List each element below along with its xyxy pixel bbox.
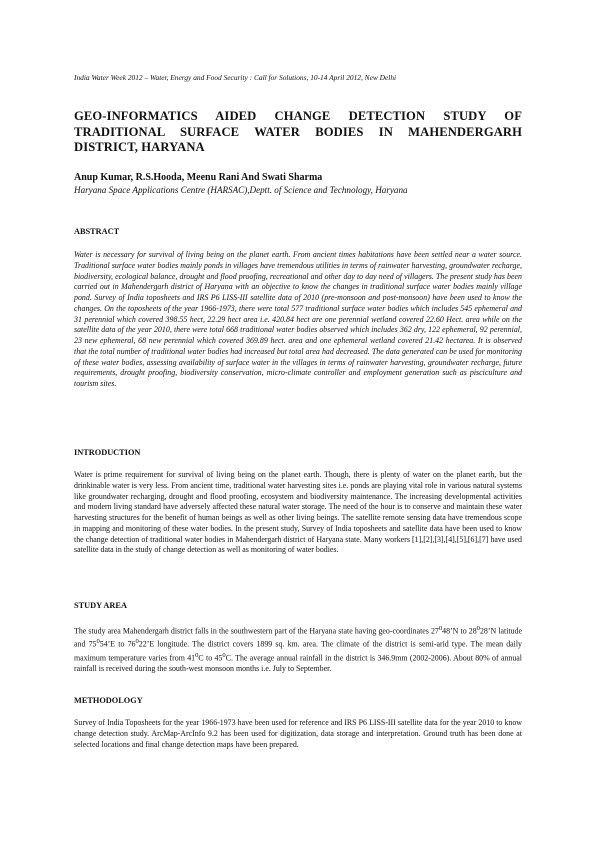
study-area-text-part: 22’E longitude. The district covers 1899 sq. km. area. The climate of the district is semi-arid type. The mean daily maximum temperature varies from 41 (74, 640, 522, 663)
degree-superscript: 0 (222, 651, 226, 659)
abstract-heading: ABSTRACT (74, 227, 120, 236)
introduction-text: Water is prime requirement for survival of living being on the planet earth. Though, there is plenty of water on the planet earth, but the drinkinable water is very less. From ancient time, traditional water harvesting sites i.e. ponds are playing vital role in various natural systems like groundwater recharging, drought and flood proofing, ecosystem and biodiversity maintenance. The increasing developmental activities and modern living standard have adversely affected these natural water storage. The need of the hour is to conserve and maintain these water harvesting structures for the benefit of human beings as well as other living beings. The satellite remote sensing data have tremendous scope in mapping and monitoring of these water bodies. In the present study, Survey of India toposheets and satellite data have been used to know the change detection of traditional water bodies in Mahendergarh district of Haryana state. Many workers [1],[2],[3],[4],[5],[6],[7] have used satellite data in the study of change detection as well as monitoring of water bodies. (74, 470, 522, 555)
degree-superscript: 0 (96, 638, 100, 646)
study-area-heading: STUDY AREA (74, 601, 127, 610)
degree-superscript: 0 (438, 625, 443, 632)
running-header: India Water Week 2012 – Water, Energy and Food Security : Call for Solutions, 10-14 April 2012, New Delhi (74, 73, 397, 82)
study-area-text-part: 48’N to 28 (442, 626, 477, 636)
paper-title: GEO-INFORMATICS AIDED CHANGE DETECTION STUDY OF TRADITIONAL SURFACE WATER BODIES IN MAHENDERGARH DISTRICT, HARYANA (74, 109, 522, 154)
study-area-text-part: 28’N latitude and 75 (74, 626, 522, 649)
degree-superscript: 0 (195, 651, 199, 659)
introduction-heading: INTRODUCTION (74, 448, 141, 457)
degree-superscript: 0 (476, 625, 480, 632)
methodology-heading: METHODOLOGY (74, 696, 143, 705)
study-area-text (74, 624, 522, 675)
methodology-text: Survey of India Toposheets for the year 1966-1973 have been used for reference and IRS P6 LISS-III satellite data for the year 2010 to know change detection study. ArcMap-ArcInfo 9.2 has been used for digitization, data storage and interpretation. Ground truth has been done at selected locations and final change detection maps have been prepared. (74, 718, 522, 749)
study-area-text-part: 54’E to 76 (99, 640, 136, 649)
degree-superscript: 0 (135, 638, 139, 646)
study-area-text-part: The study area Mahendergarh district falls in the southwestern part of the Haryana state having geo-coordinates 27 (74, 626, 439, 636)
study-area-text-part: C. The average annual rainfall in the district is 346.9mm (2002-2006). About 80% of annual rainfall is received during the south-west monsoon months i.e. July to September. (74, 653, 522, 674)
study-area-text-part: C to 45 (198, 653, 223, 663)
abstract-text: Water is necessary for survival of living being on the planet earth. From ancient times habitations have been settled near a water source. Traditional surface water bodies mainly ponds in villages have tremendous utilities in terms of rainwater harvesting, groundwater recharge, biodiversity, ecological balance, drought and flood proofing, recreational and other day to day need of villagers. The present study has been carried out in Mahendergarh district of Haryana with an objective to know the changes in traditional surface water bodies mainly village pond. Survey of India toposheets and IRS P6 LISS-III satellite data of 2010 (pre-monsoon and post-monsoon) have been used to know the changes. On the toposheets of the year 1966-1973, there were total 577 traditional surface water bodies which includes 545 ephemeral and 31 perennial which covered 398.55 hect, 22.29 hect area i.e. 420.84 hect are one perennial wetland covered 22.60 Hect. area while on the satellite data of the year 2010, there were total 668 traditional water bodies observed which includes 362 dry, 122 ephemeral, 92 perennial, 23 new ephemeral, 68 new perennial which covered 369.89 hect. area and one ephemeral wetland covered 21.42 hectarea. It is observed that the total number of traditional water bodies had increased but total area had decreased. The data generated can be used for monitoring of these water bodies, assessing availability of surface water in the villages in terms of rainwater harvesting, groundwater recharge, future requirements, drought proofing, biodiversity conservation, micro-climate controller and employment generation such as pisciculture and tourism sites. (74, 250, 522, 388)
author-affiliation: Haryana Space Applications Centre (HARSAC),Deptt. of Science and Technology, Haryana (74, 185, 408, 195)
author-list: Anup Kumar, R.S.Hooda, Meenu Rani And Swati Sharma (74, 172, 323, 183)
